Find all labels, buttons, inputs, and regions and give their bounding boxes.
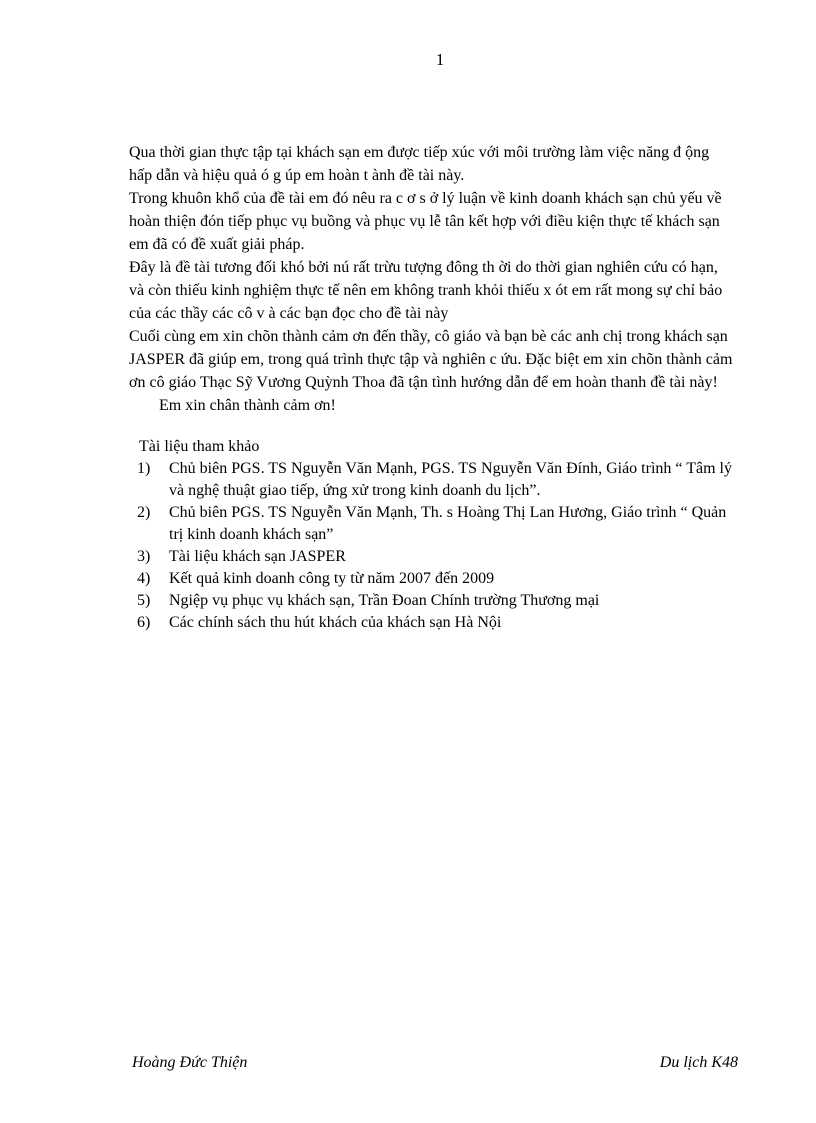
- reference-text: Kết quả kinh doanh công ty từ năm 2007 đến 2009: [169, 570, 495, 587]
- footer-class: Du lịch K48: [659, 1054, 738, 1071]
- references-section: [137, 436, 737, 634]
- reference-number: 6): [137, 614, 151, 631]
- reference-item: [137, 458, 737, 502]
- reference-text: Các chính sách thu hút khách của khách sạn Hà Nội: [169, 614, 502, 631]
- page-number: 1: [435, 50, 445, 69]
- reference-text: Chủ biên PGS. TS Nguyễn Văn Mạnh, PGS. TS Nguyễn Văn Đính, Giáo trình “ Tâm lý và nghệ thuật giao tiếp, ứng xử trong kinh doanh du lịch”.: [169, 460, 732, 499]
- footer-author: Hoàng Đức Thiện: [132, 1054, 248, 1071]
- reference-item: [137, 590, 737, 612]
- body-text: [129, 141, 734, 417]
- reference-item: [137, 502, 737, 546]
- reference-item: [137, 546, 737, 568]
- reference-item: [137, 568, 737, 590]
- reference-text: Ngiệp vụ phục vụ khách sạn, Trần Đoan Chính trường Thương mại: [169, 592, 600, 609]
- page-footer: [132, 1054, 738, 1072]
- reference-text: Tài liệu khách sạn JASPER: [169, 548, 346, 565]
- references-title: Tài liệu tham khảo: [139, 438, 260, 455]
- references-list: [137, 458, 737, 634]
- paragraph: Qua thời gian thực tập tại khách sạn em được tiếp xúc với môi trường làm việc năng đ ộng hấp dẫn và hiệu quả ó g úp em hoàn t ành đề tài này.: [129, 144, 710, 184]
- paragraph: Đây là đề tài tương đối khó bởi nú rất trừu tượng đông th ời do thời gian nghiên cứu có hạn, và còn thiếu kinh nghiệm thực tế nên em không tranh khỏi thiếu x ót em rất mong sự chỉ bảo của các thầy các cô v à các bạn đọc cho đề tài này: [129, 259, 723, 322]
- reference-text: Chủ biên PGS. TS Nguyễn Văn Mạnh, Th. s Hoàng Thị Lan Hương, Giáo trình “ Quản trị kinh doanh khách sạn”: [169, 504, 727, 543]
- reference-number: 3): [137, 548, 151, 565]
- reference-number: 4): [137, 570, 151, 587]
- closing-line: Em xin chân thành cảm ơn!: [159, 397, 336, 414]
- reference-number: 1): [137, 460, 151, 477]
- reference-number: 5): [137, 592, 151, 609]
- paragraph: Cuối cùng em xin chõn thành cảm ơn đến thầy, cô giáo và bạn bè các anh chị trong khách sạn JASPER đã giúp em, trong quá trình thực tập và nghiên c ứu. Đặc biệt em xin chõn thành cảm ơn cô giáo Thạc Sỹ Vương Quỳnh Thoa đã tận tình hướng dẫn để em hoàn thanh đề tài này!: [129, 328, 733, 391]
- paragraph: Trong khuôn khổ của đề tài em đó nêu ra c ơ s ở lý luận về kinh doanh khách sạn chủ yếu về hoàn thiện đón tiếp phục vụ buồng và phục vụ lễ tân kết hợp với điều kiện thực tế khách sạn em đã có đề xuất giải pháp.: [129, 190, 722, 253]
- reference-number: 2): [137, 504, 151, 521]
- reference-item: [137, 612, 737, 634]
